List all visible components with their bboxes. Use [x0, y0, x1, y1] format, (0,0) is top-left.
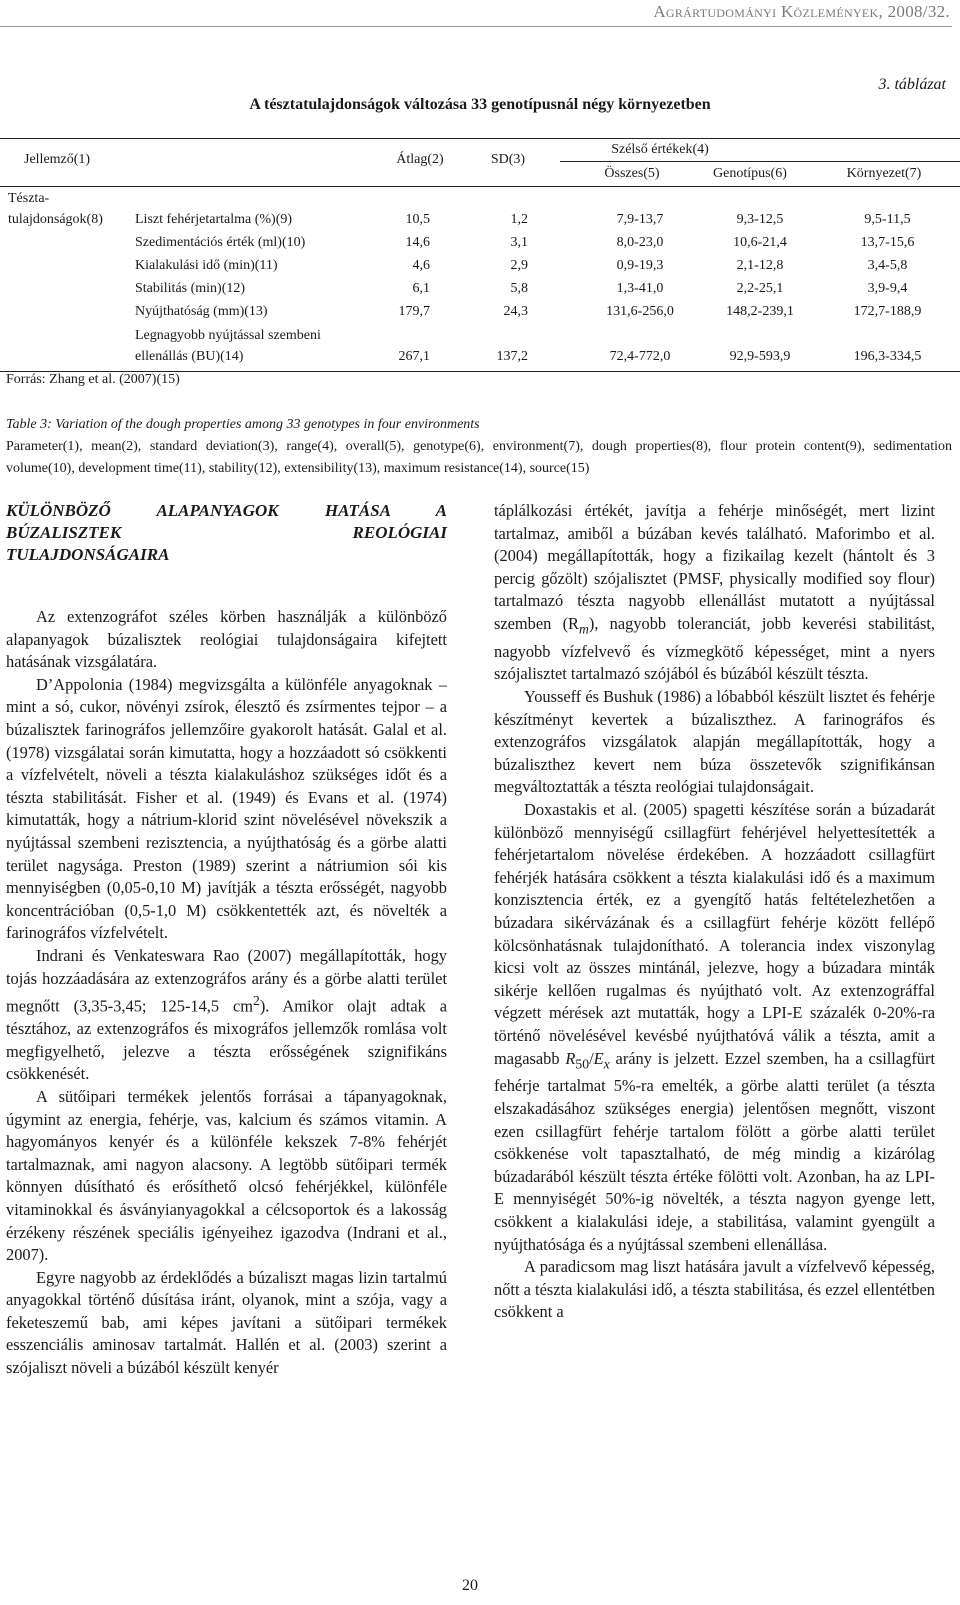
text-run: ). Amikor olajt adtak a tésztához, az extenzográfos és mixográfos jellemzők romlása volt megfigyelhető, jelezve a tészta erősségének szignifikáns csökkenését. [6, 996, 447, 1084]
left-column [6, 500, 447, 1380]
row-overall: 131,6-256,0 [606, 304, 674, 319]
header-param: Jellemző(1) [24, 152, 91, 167]
header-rule-bottom [0, 186, 960, 187]
text-run: ), nagyobb toleranciát, jobb keverési stabilitást, nagyobb vízfelvevő és vízmegkötő képességet, mint a nyers szójalisztet tartalmazó szójából és búzából készült tészta. [494, 613, 935, 684]
table-source: Forrás: Zhang et al. (2007)(15) [6, 372, 180, 387]
header-genotype: Genotípus(6) [713, 166, 787, 181]
header-rule [0, 26, 952, 27]
row-label-line1: Legnagyobb nyújtással szembeni [135, 328, 321, 343]
paragraph: Az extenzográfot széles körben használják a különböző alapanyagok búzalisztek reológiai tulajdonságaira kifejtett hatásának vizsgálatára. [6, 607, 447, 672]
row-label: Nyújthatóság (mm)(13) [135, 304, 268, 319]
row-genotype: 9,3-12,5 [736, 212, 784, 227]
group-label-line1: Tészta- [8, 191, 50, 206]
table-title: A tésztatulajdonságok változása 33 genotípusnál négy környezetben [249, 96, 711, 113]
row-environment: 3,9-9,4 [867, 281, 908, 296]
subscript: m [578, 621, 589, 637]
row-genotype: 2,1-12,8 [736, 258, 784, 273]
paragraph: Yousseff és Bushuk (1986) a lóbabból készült lisztet és fehérje készítményt kevertek a búzaliszthez. A farinográfos és extenzográfos vizsgálatok alapján megállapították, hogy a búzaliszthez kevert nem búza összetevők szignifikánsan megváltoztatták a tészta reológiai tulajdonságait. [494, 687, 935, 797]
row-genotype: 10,6-21,4 [733, 235, 787, 250]
header-range: Szélső értékek(4) [611, 142, 709, 157]
row-label: Stabilitás (min)(12) [135, 281, 246, 296]
row-environment: 196,3-334,5 [853, 349, 922, 364]
row-overall: 72,4-772,0 [609, 349, 671, 364]
row-genotype: 2,2-25,1 [736, 281, 784, 296]
paragraph [494, 799, 935, 1256]
row-sd: 24,3 [503, 304, 528, 319]
row-mean: 10,5 [405, 212, 430, 227]
row-environment: 13,7-15,6 [860, 235, 915, 250]
row-overall: 7,9-13,7 [616, 212, 664, 227]
row-genotype: 92,9-593,9 [729, 349, 791, 364]
row-sd: 1,2 [510, 212, 528, 227]
text-run: Indrani és Venkateswara Rao (2007) megállapították, hogy tojás hozzáadására az extenzográfos arány és a görbe alatti terület megnőtt (3,35-3,45; 125-14,5 cm [6, 945, 447, 1016]
running-header: Agrártudományi Közlemények, 2008/32. [653, 2, 950, 21]
row-label: Szedimentációs érték (ml)(10) [135, 235, 306, 250]
right-column [494, 500, 935, 1324]
caption-title: Table 3: Variation of the dough properties among 33 genotypes in four environments [6, 417, 480, 432]
table-top-rule [0, 138, 960, 139]
row-environment: 3,4-5,8 [867, 258, 908, 273]
row-mean: 14,6 [405, 235, 430, 250]
paragraph: A paradicsom mag liszt hatására javult a vízfelvevő képesség, nőtt a tészta kialakulási idő, a tészta stabilitása, és ezzel ellentétben csökkent a [494, 1257, 935, 1322]
row-genotype: 148,2-239,1 [726, 304, 794, 319]
caption-body: Parameter(1), mean(2), standard deviation(3), range(4), overall(5), genotype(6), environment(7), dough properties(8), flour protein content(9), sedimentation volume(10), development time(11), stability(12), extensibility(13), maximum resistance(14), source(15) [6, 439, 952, 476]
row-overall: 1,3-41,0 [616, 281, 664, 296]
header-mean: Átlag(2) [396, 152, 444, 167]
row-mean: 179,7 [398, 304, 430, 319]
heading-line: TULAJDONSÁGAIRA [6, 545, 170, 564]
paragraph: A sütőipari termékek jelentős forrásai a tápanyagoknak, úgymint az energia, fehérje, vas, kalcium és számos vitamin. A hagyományos kenyér és a különféle kekszek 7-8% fehérjét tartalmaznak, ami nagyon alacsony. A legtöbb sütőipari termék könnyen dúsítható és erősíthető olcsó fehérjékkel, különféle vitaminokkal és ásványianyagokkal a célcsoportok és a lakosság érzékeny részének speciális igényeihez igazodva (Indrani et al., 2007). [6, 1086, 447, 1265]
row-environment: 9,5-11,5 [864, 212, 911, 227]
symbol: / [589, 1048, 594, 1068]
paragraph: D’Appolonia (1984) megvizsgálta a különféle anyagoknak – mint a só, cukor, növényi zsírok, élesztő és zsírmentes tejpor – a búzalisztek farinográfos jellemzőire gyakorolt hatását. Galal et al. (1978) vizsgálatai során kimutatta, hogy a hozzáadott só csökkenti a vízfelvételt, növeli a tészta kialakuláshoz szükséges időt és a tészta stabilitását. Fisher et al. (1949) és Evans et al. (1974) kimutatták, hogy a nátrium-klorid szint növelésével növekszik a nyújtással szembeni rezisztencia, a nyújthatóság és a görbe alatti terület nagysága. Preston (1989) szerint a nátriumion sói kis mennyiségben (0,05-0,10 M) javítják a tészta erősségét, nagyobb koncentrációban (0,5-1,0 M) csökkentették azt, és növelték a farinográfos vízfelvételt. [6, 674, 447, 943]
symbol: E [593, 1048, 604, 1068]
symbol: R [565, 1048, 576, 1068]
row-overall: 8,0-23,0 [616, 235, 664, 250]
row-mean: 4,6 [412, 258, 430, 273]
row-sd: 3,1 [510, 235, 528, 250]
text-run: táplálkozási értékét, javítja a fehérje minőségét, mert lizint tartalmaz, amiből a búzában kevés található. Maforimbo et al. (2004) megállapították, hogy a fizikailag kezelt (hántolt és 3 percig gőzölt) szójalisztet (PMSF, physically modified soy flour) tartalmazó tészta nagyobb ellenállást mutatott a nyújtással szemben (R [494, 501, 935, 633]
row-label-line2: ellenállás (BU)(14) [135, 349, 244, 364]
subscript: x [603, 1055, 610, 1071]
row-sd: 2,9 [510, 258, 528, 273]
row-mean: 267,1 [398, 349, 430, 364]
paragraph [6, 945, 447, 1086]
header-overall: Összes(5) [604, 166, 660, 181]
row-label: Liszt fehérjetartalma (%)(9) [135, 212, 293, 227]
text-run: Doxastakis et al. (2005) spagetti készítése során a búzadarát különböző mennyiségű csillagfürt fehérjével helyettesítették a fehérjetartalom növelése érdekében. A hozzáadott csillagfürt fehérjék hatására csökkent a tészta kialakulási idő és a maximum konzisztencia érték, ez a gyengítő hatás feltételezhetően a búzadara sikérvázának és a csillagfürt fehérje között fellépő kölcsönhatásnak tulajdonítható. A tolerancia index viszonylag kicsi volt az összes mintánál, jelezve, hogy a búzadara minták sikérje kellően rugalmas és nyújtható volt. Az extenzográffal végzett mérések azt mutatták, hogy a LPI-E százalék 0-20%-ra történő növelésével kevésbé nyújthatóvá válik a tészta, amit a magasabb [494, 800, 935, 1068]
subscript: 50 [575, 1055, 590, 1071]
header-environment: Környezet(7) [846, 166, 922, 181]
page-number: 20 [462, 1577, 478, 1594]
row-sd: 137,2 [496, 349, 528, 364]
row-mean: 6,1 [412, 281, 430, 296]
row-sd: 5,8 [510, 281, 528, 296]
heading-line: BÚZALISZTEK REOLÓGIAI [6, 523, 447, 542]
range-rule [560, 161, 960, 162]
group-label-line2: tulajdonságok(8) [8, 212, 103, 227]
paragraph [494, 500, 935, 686]
heading-line: KÜLÖNBÖZŐ ALAPANYAGOK HATÁSA A [6, 501, 447, 520]
header-sd: SD(3) [490, 152, 526, 167]
text-run: arány is jelzett. Ezzel szemben, ha a csillagfürt fehérje tartalmat 5%-ra emelték, a görbe alatti terület (a tészta elszakadásához szükséges energia) jelentősen megnőtt, viszont ezen csillagfürt fehérje tartalom fölött a görbe alatti terület csökkenése volt tapasztalható, de még mindig a kizárólag búzadarából készült tészta értéke fölötti volt. Azonban, ha az LPI-E mennyiségét 50%-ig növelték, a tészta nagyon gyenge lett, csökkent a kialakulási ideje, a stabilitása, valamint gyengült a nyújthatósága és a nyújtással szembeni ellenállása. [494, 1048, 935, 1254]
table-number: 3. táblázat [878, 76, 946, 93]
section-heading [6, 500, 447, 566]
superscript: 2 [253, 993, 260, 1009]
row-overall: 0,9-19,3 [616, 258, 664, 273]
row-environment: 172,7-188,9 [853, 304, 922, 319]
paragraph: Egyre nagyobb az érdeklődés a búzaliszt magas lizin tartalmú anyagokkal történő dúsítása iránt, olyanok, mint a szója, vagy a feketeszemű bab, ami képes javítani a sütőipari termékek esszenciális aminosav tartalmát. Hallén et al. (2003) szerint a szójaliszt növeli a búzából készült kenyér [6, 1267, 447, 1378]
row-label: Kialakulási idő (min)(11) [135, 258, 278, 273]
